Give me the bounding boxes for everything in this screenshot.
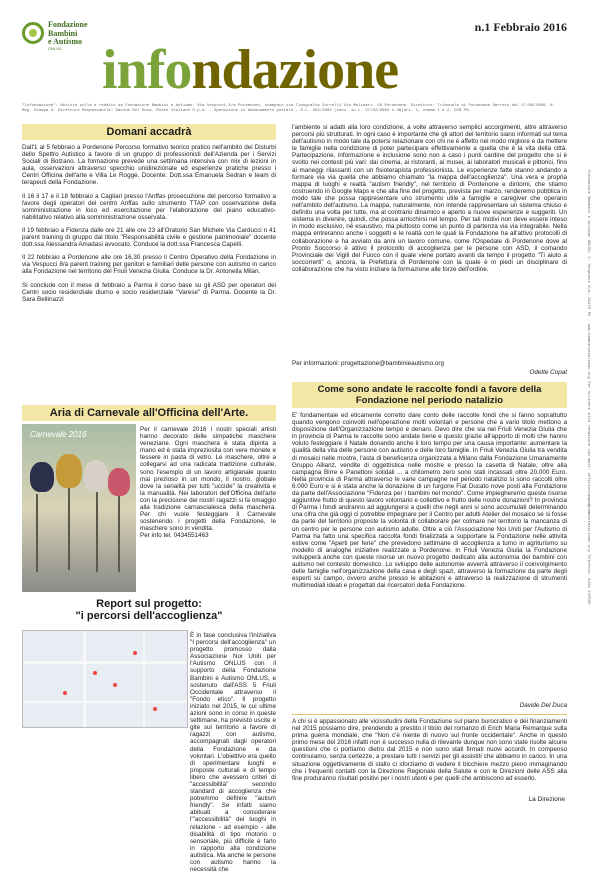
- carnevale-info: Per info tel. 0434551463: [140, 532, 209, 540]
- issue-number: n.1 Febbraio 2016: [474, 20, 567, 34]
- side-contact-strip: Fondazione Bambini e Autismo ONLUS, V. Vespucci 8/a, 33170 Pn - www.bambinieautismo.org Per scrivere alla redazione via mail: ufficiostampa@bambinieautismo.org Telefono: 0434 247530: [586, 170, 590, 605]
- logo-text: [48, 21, 88, 47]
- domani-title: Domani accadrà: [22, 124, 276, 140]
- foundation-logo: [22, 18, 92, 52]
- mask-icon: [108, 468, 130, 496]
- report-text: È in fase conclusiva l'iniziativa "I percorsi dell'accoglienza" un progetto promosso dalla Associazione Noi Uniti per l'Autismo ONLUS con il supporto della Fondazione Bambini e Autismo ONLUS, e sostenuto dall'ASS 5 Friuli Occidentale attraverso il "Fondo etico". Il progetto iniziato nel 2015, le cui ultime azioni sono in corso in queste settimane, ha previsto uscite e gite sul territorio a favore di ragazzi con autismo, accompagnati dagli operatori della Fondazione e da volontari. L'obiettivo era quello di sperimentare luoghi e proposte culturali e di tempo libero che avessero criteri di "accessibilità" secondo standard di accoglienza che potremmo definire "autism friendly". Se infatti siamo abituati a considerare l'"accessibilità" dei luoghi in relazione - ad esempio - alle disabilità di tipo motorio o sensoriale, più difficile è farlo in rapporto alla condizione autistica. Ma anche le persone con autismo hanno la necessità che: [190, 632, 276, 873]
- author-odette: Odette Copat: [529, 369, 567, 377]
- right-top-contact: [292, 360, 567, 376]
- logo-subtitle: ONLUS: [48, 46, 62, 51]
- raccolte-title-line-1: Come sono andate le raccolte fondi a favore della: [317, 384, 542, 395]
- publication-info: "Infondazione": Notizie sulla e reddito da Fondazione Bambini e Autismo. Via Vespucci 8/a Pordenone, stampato via Tipografia Sorrelli Via Molinari. 58 Pordenone. Direttore: Tribunale di Pordenone Decreto del 17/08/2008, N. Reg. Stampa 4. Direttore Responsabile: Davide Del Duca. Poste Italiane S.p.A. - Spedizione in abbonamento postale - D.L. 353/2003 (conv. in L. 27/02/2004 n.46)art. 1, comma 1 e 2, DCB PN.: [22, 104, 555, 113]
- report-title-line-2: "i percorsi dell'accoglienza": [75, 610, 223, 622]
- carnival-masks-photo: [22, 424, 136, 592]
- signature: La Direzione: [528, 796, 565, 803]
- report-body: [190, 632, 276, 873]
- domani-item-3: Il 19 febbraio a Fidenza dalle ore 21 alle ore 23 all'Oratorio San Michele Via Carducci n 41 parent training di gruppo dal titolo "Responsabilità civile e gestione patrimoniale" docente dott.ssa Alessandra Amadasi avvocato. Conduce la dott.ssa Francesca Capelli.: [22, 226, 276, 249]
- bottom-text: A chi si è appassionato alle vicissitudini della Fondazione sul piano burocratico e dei finanziamenti nel 2015 possiamo dire, prendendo a prestito il titolo del romanzo di Erich Maria Remarque sulla prima guerra mondiale, che "Non c'è niente di nuovo sul fronte occidentale". Anche in questo primo mese del 2016 infatti non è successo nulla di rilevante dunque non sono state risolte alcune questioni che ci portiamo dietro dal 2015 e non sono stati firmati nuovi accordi. In compenso continuiamo, senza certezze, a prestare tutti i servizi per gli assistiti che abbiamo in carico. In una situazione oggettivamente di stallo ci sforziamo di vedere il bicchiere mezzo pieno immaginando che i frequenti contatti con la Direzione Regionale della Salute e con le Direzioni delle ASS alla fine produranno risultati positivi per i nostri utenti e per quelli che ambiscono ad esserlo.: [292, 718, 567, 782]
- masthead-suffix: ndazione: [191, 39, 399, 101]
- logo-line-2: Bambini: [48, 28, 78, 38]
- bottom-body: [292, 718, 567, 794]
- logo-line-3: e Autismo: [48, 37, 82, 46]
- domani-body: [22, 144, 276, 303]
- masthead-prefix: info: [102, 39, 192, 101]
- author-davide: Davide Del Duca: [519, 702, 567, 709]
- masthead: [102, 39, 502, 101]
- photo-caption: Carnevale 2016: [30, 430, 87, 439]
- domani-item-5: Si conclude con il mese di febbraio a Parma il corso base su gli ASD per operatori dei Centri socio residenziale diurno e socio residenziale "Varese" di Parma. Docente la Dr. Sara Bellinazzi: [22, 281, 276, 303]
- accessibility-map-screenshot: [22, 630, 188, 728]
- carnevale-title: Aria di Carnevale all'Officina dell'Arte.: [22, 405, 276, 421]
- mask-icon: [84, 460, 108, 492]
- carnevale-text: Per il carnevale 2016 i nostri speciali artisti hanno decorato delle simpatiche maschere veneziane. Ogni maschera è stata dipinta a mano ed è stata impreziosita con vere monete e tessere in pasta di vetro. Le maschere, oltre a collegarsi ad una radicata tradizione culturale, sono l'esempio di un lavoro artigianale quanto mai prezioso in un mondo, il nostro, globale dove la serialità per tutti "uccide" la creatività e la manualità. Nei laboratori dell'Officina dell'arte con la precisione dei nostri ragazzi si fa omaggio alla tradizione carnascialesca della maschera. Per chi vuole festeggiare il Carnevale sostenendo i progetti della Fondazione, le maschere sono in vendita.: [140, 426, 276, 533]
- logo-line-1: Fondazione: [48, 20, 88, 29]
- raccolte-text: E' fondamentale ed eticamente corretto dare conto delle raccolte fondi che si fanno soprattutto quando vengono coinvolti nell'operazione molti volontari e persone che a vario titolo mettono a disposizione dell'Organizzazione tempo e denaro. Devo dire che sia nel Friuli Venezia Giulia che in provincia di Parma le raccolte sono andate bene e questo grazie all'apporto di molti che hanno voluto festeggiare il Natale donando anche il loro tempo per una causa importante: aumentare la qualità della vita delle persone con autismo e delle loro famiglie. In Friuli Venezia Giulia tra vendita di mosaici nelle mostre, l'asta di beneficenza organizzata a Milano dalla Fondazione Umanamente Gruppo Allianz, vendite di oggettistica nelle mostre e presso la casetta di Natale, oltre alla campagna Birre e Panettoni solidali ... a chilometro zero sono stati incassati oltre 20.000 Euro. Nella provincia di Parma attraverso le varie campagne nel periodo natalizio si sono raccolti oltre 6.000 Euro e si è stata anche la donazione di un furgone Fiat Ducato nove posti alla Fondazione da parte dell'Associazione "Fidenza per i bambini nel mondo". Come impiegheremo queste risorse aggiuntive frutto di questo lavoro volontario e collettivo e frutto delle nostre donazioni? In provincia di Parma i fondi andranno ad aggiungersi a quelli che negli anni si sono accumulati determinando una cifra che già oggi ci potrebbe impegnare per il Centro per adulti Atelier del mosaico se si fosse da parte del territorio proposte la volontà di collaborare per colmare nel territorio la mancanza di un centro per le persone con autismo adulte. Oltre a ciò l'Associazione Noi Uniti per l'Autismo di Parma ha fatto una specifica raccolta fondi finalizzata a supportare la Fondazione nelle attività estive come "Aperti per ferie" che prevedono settimane di accoglienza a turno in agriturismo su modello di analoghe iniziative realizzate a Pordenone. In Friuli Venezia Giulia la Fondazione svilupperà anche con queste risorse un nuovo progetto dedicato alla autonomia dei bambini con autismo nel contesto domestico. Lo sviluppo delle autonomie avverrà attraverso il coinvolgimento delle famiglie nell'organizzazione della casa e degli spazi, attraverso la formazione da parte degli esperti su campo, ovvero anche presso le abitazioni e attraverso la realizzazione di strumenti multimediali ideati e progettati dai ricercatori della Fondazione.: [292, 412, 567, 590]
- mask-icon: [30, 462, 54, 492]
- mask-icon: [56, 454, 82, 488]
- contact-info: Per informazioni: progettazione@bambinieautismo.org: [292, 360, 444, 367]
- carnevale-body: [140, 426, 276, 546]
- right-top-text: l'ambiente si adatti alla loro condizione, a volte attraverso semplici accorgimenti, altre attraverso percorsi più strutturati. In ogni caso è importante che gli attori del territorio siano informati sul tema dell'autismo in modo tale da potersi relazionare con chi ne è affetto nel modo migliore e da mettere le famiglie nella condizione di poter partecipare effettivamente a quella che è la vita della città. Partecipazione, informazione e inclusione sono non a caso i punti cardine del progetto che si è svolto nei contesti più vari: dai cinema, ai ristoranti, ai musei, ai laboratori musicali e pittorici, fino ai maneggi rilassanti con un fisioterapista professionista. Le esperienze fatte stanno andando a formare via via quella che abbiamo chiamato "la mappa dell'accoglienza". Una vera e propria mappa di luoghi e realtà "autism friendly", nel territorio di Pordenone e dintorni, che stiamo costruendo in Google Maps e che alla fine del progetto, prevista per marzo, renderemo pubblica in modo tale che possa rappresentare uno strumento utile a famiglie e caregiver che operano nell'ambito dell'autismo. La mappa, naturalmente, non intende rappresentare un sistema chiuso e definito una volta per tutte, ma al contrario dinamico e aperto a nuove esperienze e suggeriti. Un sistema in divenire, quindi, che possa arricchirsi nel tempo. Per tali motivi non deve essere inteso in modo esclusivo, né esaustivo, ma piuttosto come un punto di partenza via via integrabile. Nella mappa entreranno anche i soggetti e le realtà con le quali la Fondazione ha all'attivo protocolli di collaborazione e ha avviato da anni un lavoro comune, come l'Ospedale di Pordenone dove al Pronto Soccorso è attivo il protocollo di accoglienza per le persone con ASD, il comando Provinciale dei Vigili del Fuoco con il quale viene portato avanti da tempo il progetto "Ti aiuto a soccorrerti" o, ancora, la Prefettura di Pordenone con la quale è in piedi un disciplinare di collaborazione che ha visto iniziare la formazione alle forze dell'ordine.: [292, 124, 567, 273]
- left-column: [22, 124, 276, 309]
- domani-item-1: Dall'1 al 5 febbraio a Pordenone Percorso formativo teorico pratico nell'ambito dei Disturbi dello Spettro Autistico a favore di un gruppo di professionisti dell'Azienda per i Servizi Sociali di Bolzano. La formazione prevede una settimana intensiva con mix di lezioni in aula, osservazioni attraverso specchio unidirezionale ed esperienze pratiche presso i Centri Officina dell'arte e Villa Le Rogge. Docente: Dott.ssa Emanuela Sedran e team di terapeuti della Fondazione.: [22, 144, 276, 187]
- raccolte-body: [292, 412, 567, 700]
- report-title-line-1: Report sul progetto:: [96, 598, 202, 610]
- raccolte-title-line-2: Fondazione nel periodo natalizio: [355, 395, 504, 406]
- right-top-body: [292, 124, 567, 360]
- raccolte-title: [292, 382, 567, 408]
- domani-item-2: Il 16 il 17 e il 18 febbraio a Cagliari presso l'Anffas prosecuzione del percorso formativo a favore degli operatori del centro Anffas sullo strumento TTAP con osservazione della somministrazione in loco ed esercitazione per l'elaborazione del piano educativo- riabilitativo relativo alla somministrazione osservata.: [22, 192, 276, 221]
- domani-item-4: Il 22 febbraio a Pordenone alle ore 16.30 presso il Centro Operativo della Fondazione in via Vespucci 8/a parent training per genitori e familiari delle persone con autismo in carico alla Fondazione nel territorio del Friuli Venezia Giulia. Conduce la Dr. Antonella Milan.: [22, 254, 276, 276]
- report-title: [22, 598, 276, 622]
- logo-mark-icon: [22, 22, 44, 44]
